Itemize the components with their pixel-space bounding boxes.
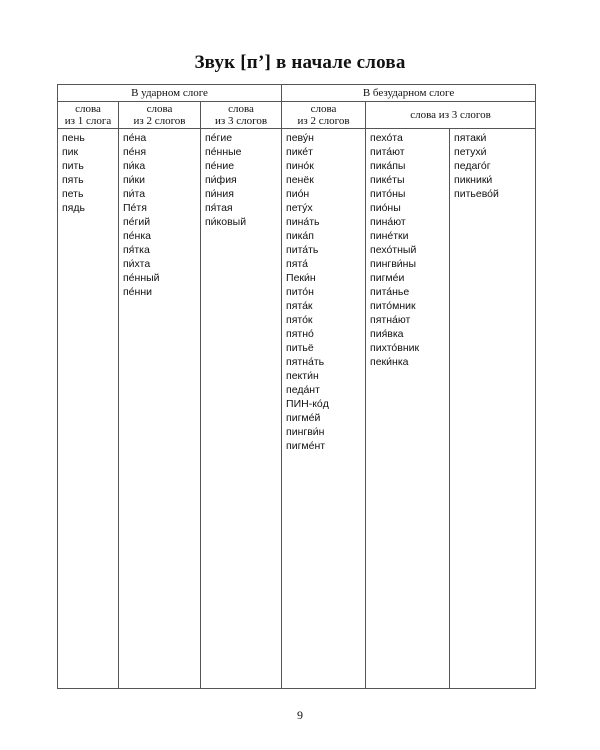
- word-item: педаго́г: [454, 160, 491, 172]
- word-item: пи́та: [123, 188, 146, 200]
- word-item: пить: [62, 160, 84, 172]
- word-item: пя́тка: [123, 244, 150, 256]
- subheader-text: слова из 2 слогов: [133, 103, 186, 127]
- column-unstressed-3a: [366, 129, 450, 689]
- subheader-unstressed-3: слова из 3 слогов: [366, 102, 536, 129]
- word-item: пенёк: [286, 174, 314, 186]
- word-item: пехо́тный: [370, 244, 417, 256]
- word-item: пи́хта: [123, 258, 151, 270]
- word-item: пи́ка: [123, 160, 146, 172]
- word-item: пе́ня: [123, 146, 147, 158]
- word-item: пино́к: [286, 160, 314, 172]
- word-item: пита́ть: [286, 244, 319, 256]
- word-item: питьево́й: [454, 188, 499, 200]
- word-item: ПИН-ко́д: [286, 398, 329, 410]
- page-title: Звук [п’] в начале слова: [194, 52, 406, 73]
- word-item: пе́гий: [123, 216, 151, 228]
- word-item: пекти́н: [286, 370, 319, 382]
- page-number: 9: [297, 708, 303, 722]
- word-item: пи́ки: [123, 174, 146, 186]
- word-item: пядь: [62, 202, 85, 214]
- word-item: пи́фия: [205, 174, 237, 186]
- subheader-stressed-3: [201, 102, 282, 129]
- word-item: пик: [62, 146, 79, 158]
- word-item: пио́н: [286, 188, 310, 200]
- word-item: пе́гие: [205, 132, 233, 144]
- word-item: пихто́вник: [370, 342, 420, 354]
- subheader-stressed-2: [119, 102, 201, 129]
- header-unstressed: В безударном слоге: [282, 85, 536, 102]
- word-item: пине́тки: [370, 230, 409, 242]
- word-item: питьё: [286, 342, 314, 354]
- word-item: пина́ют: [370, 216, 406, 228]
- header-stressed: В ударном слоге: [58, 85, 282, 102]
- subheader-text: слова из 3 слогов: [214, 103, 268, 127]
- word-item: пято́к: [286, 314, 313, 326]
- word-item: пио́ны: [370, 202, 401, 214]
- word-item: пята́: [286, 258, 308, 270]
- word-item: пе́нные: [205, 146, 242, 158]
- word-item: пята́к: [286, 300, 313, 312]
- column-stressed-1: [58, 129, 119, 689]
- word-item: певу́н: [286, 132, 314, 144]
- word-item: пита́ют: [370, 146, 405, 158]
- word-item: пи́ковый: [205, 216, 247, 228]
- word-item: пита́нье: [370, 286, 410, 298]
- subheader-text: слова из 2 слогов: [297, 103, 350, 127]
- word-item: пе́нни: [123, 286, 152, 298]
- subheader-unstressed-2: [282, 102, 366, 129]
- word-item: пике́т: [286, 146, 313, 158]
- word-item: пе́нка: [123, 230, 151, 242]
- word-item: пина́ть: [286, 216, 320, 228]
- word-item: пингви́н: [286, 426, 325, 438]
- subheader-text: слова из 1 слога: [64, 103, 112, 127]
- word-item: пи́ния: [205, 188, 234, 200]
- word-item: пика́пы: [370, 160, 406, 172]
- word-item: пе́ние: [205, 160, 235, 172]
- word-item: пятна́ть: [286, 356, 325, 368]
- word-item: пигме́нт: [286, 440, 326, 452]
- word-item: пя́тая: [205, 202, 233, 214]
- word-item: пингви́ны: [370, 258, 416, 270]
- word-item: пигме́и: [370, 272, 405, 284]
- word-item: пеки́нка: [370, 356, 409, 368]
- word-item: Пе́тя: [123, 202, 147, 214]
- word-item: пито́н: [286, 286, 314, 298]
- word-item: пито́мник: [370, 300, 416, 312]
- word-item: пень: [62, 132, 85, 144]
- word-item: пятно́: [286, 328, 314, 340]
- subheader-stressed-1: [58, 102, 119, 129]
- word-item: пигме́й: [286, 412, 321, 424]
- word-item: пито́ны: [370, 188, 406, 200]
- word-item: Пеки́н: [286, 272, 316, 284]
- word-item: пету́х: [286, 202, 313, 214]
- word-item: пия́вка: [370, 328, 404, 340]
- word-item: пехо́та: [370, 132, 403, 144]
- word-item: пе́нный: [123, 272, 160, 284]
- column-unstressed-2: [282, 129, 366, 689]
- word-item: пике́ты: [370, 174, 405, 186]
- word-item: пикники́: [454, 174, 493, 186]
- word-item: пе́на: [123, 132, 147, 144]
- word-item: пика́п: [286, 230, 314, 242]
- syllable-table: [57, 84, 536, 689]
- word-item: пятна́ют: [370, 314, 411, 326]
- column-stressed-2: [119, 129, 201, 689]
- word-item: пять: [62, 174, 84, 186]
- word-item: пятаки́: [454, 132, 487, 144]
- column-unstressed-3b: [450, 129, 536, 689]
- word-item: педа́нт: [286, 384, 320, 396]
- word-item: петухи́: [454, 146, 487, 158]
- word-item: петь: [62, 188, 84, 200]
- column-stressed-3: [201, 129, 282, 689]
